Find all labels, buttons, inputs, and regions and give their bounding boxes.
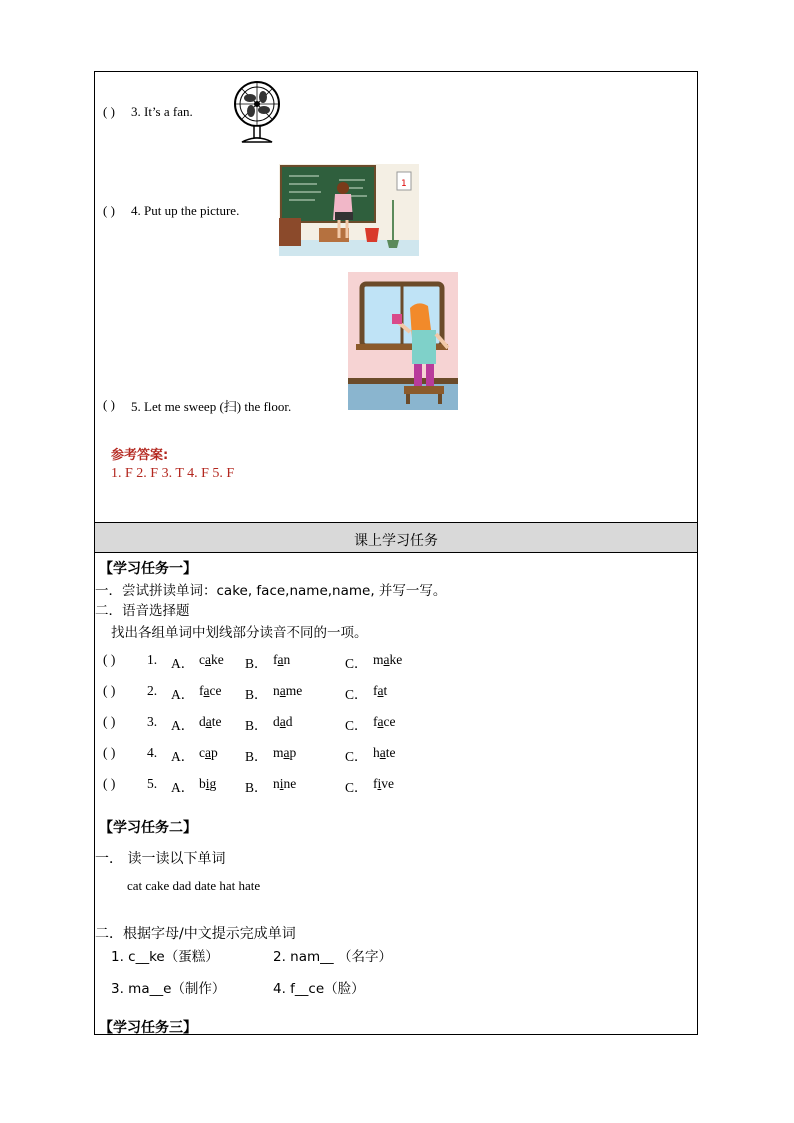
svg-text:1: 1 [401,179,407,189]
option-b-word: map [273,745,297,760]
task2-item1: 一． 读一读以下单词 [95,851,226,867]
underlined-letter: a [377,714,384,729]
option-c-label: C． [345,749,368,764]
question-number: 3. [147,714,158,729]
classroom-image [279,164,419,256]
task1-instruction: 找出各组单词中划线部分读音不同的一项。 [111,625,368,641]
option-c-word: face [373,714,396,729]
option-b-word: fan [273,652,291,667]
underlined-letter: a [203,683,210,698]
question-number: 4. [147,745,158,760]
q5-text: 5. Let me sweep (扫) the floor. [131,399,292,414]
fill-blank-1: 1. c__ke（蛋糕） [111,949,219,965]
answer-blank: ( ) [103,683,116,698]
option-a-word: big [199,776,217,791]
section-header-row [95,522,697,553]
option-a-label: A． [171,656,195,671]
option-b-label: B． [245,780,268,795]
fan-image [232,80,282,145]
option-c-label: C． [345,718,368,733]
option-c-word: make [373,652,403,667]
q4-text: 4. Put up the picture. [131,203,240,218]
option-b-label: B． [245,656,268,671]
task3-title: 【学习任务三】 [99,1020,197,1036]
task1-item2: 二．语音选择题 [95,603,190,619]
option-a-label: A． [171,687,195,702]
option-a-word: cake [199,652,224,667]
underlined-letter: a [377,683,384,698]
answer-blank: ( ) [103,745,116,760]
option-c-label: C． [345,656,368,671]
window-cleaning-image [348,272,458,410]
q5-paren: ( ) [103,397,115,412]
option-b-word: name [273,683,303,698]
underlined-letter: a [279,714,286,729]
underlined-letter: a [205,652,211,667]
section-header-title: 课上学习任务 [354,533,438,549]
option-c-label: C． [345,780,368,795]
option-a-label: A． [171,718,195,733]
task2-word-list: cat cake dad date hat hate [127,878,261,893]
underlined-letter: i [279,776,284,791]
underlined-letter: a [279,683,286,698]
underlined-letter: a [283,745,290,760]
option-b-label: B． [245,749,268,764]
task1-title: 【学习任务一】 [99,561,197,577]
q3-text: 3. It’s a fan. [131,104,193,119]
option-c-word: five [373,776,395,791]
option-a-word: date [199,714,222,729]
q4-paren: ( ) [103,203,115,218]
task2-title: 【学习任务二】 [99,820,197,836]
underlined-letter: i [377,776,382,791]
option-b-label: B． [245,718,268,733]
answer-blank: ( ) [103,652,116,667]
fill-blank-4: 4. f__ce（脸） [273,981,365,997]
answer-blank: ( ) [103,776,116,791]
option-c-word: fat [373,683,388,698]
question-number: 1. [147,652,158,667]
option-a-label: A． [171,749,195,764]
fill-blank-2: 2. nam__ （名字） [273,949,392,965]
underlined-letter: i [205,776,210,791]
worksheet-table [94,71,698,1035]
option-c-word: hate [373,745,396,760]
task2-item2: 二．根据字母/中文提示完成单词 [95,926,296,942]
task1-item1: 一．尝试拼读单词：cake, face,name,name, 并写一写。 [95,583,447,599]
option-a-word: face [199,683,222,698]
option-b-word: dad [273,714,293,729]
underlined-letter: a [205,745,211,760]
option-b-label: B． [245,687,268,702]
fill-blank-3: 3. ma__e（制作） [111,981,226,997]
answer-blank: ( ) [103,714,116,729]
question-number: 5. [147,776,158,791]
option-a-word: cap [199,745,218,760]
underlined-letter: a [379,745,386,760]
underlined-letter: a [205,714,212,729]
question-number: 2. [147,683,158,698]
option-a-label: A． [171,780,195,795]
option-b-word: nine [273,776,297,791]
option-c-label: C． [345,687,368,702]
underlined-letter: a [383,652,390,667]
answer-label: 参考答案: [111,448,169,463]
q3-paren: ( ) [103,104,115,119]
underlined-letter: a [277,652,284,667]
answer-key: 1. F 2. F 3. T 4. F 5. F [111,466,235,481]
